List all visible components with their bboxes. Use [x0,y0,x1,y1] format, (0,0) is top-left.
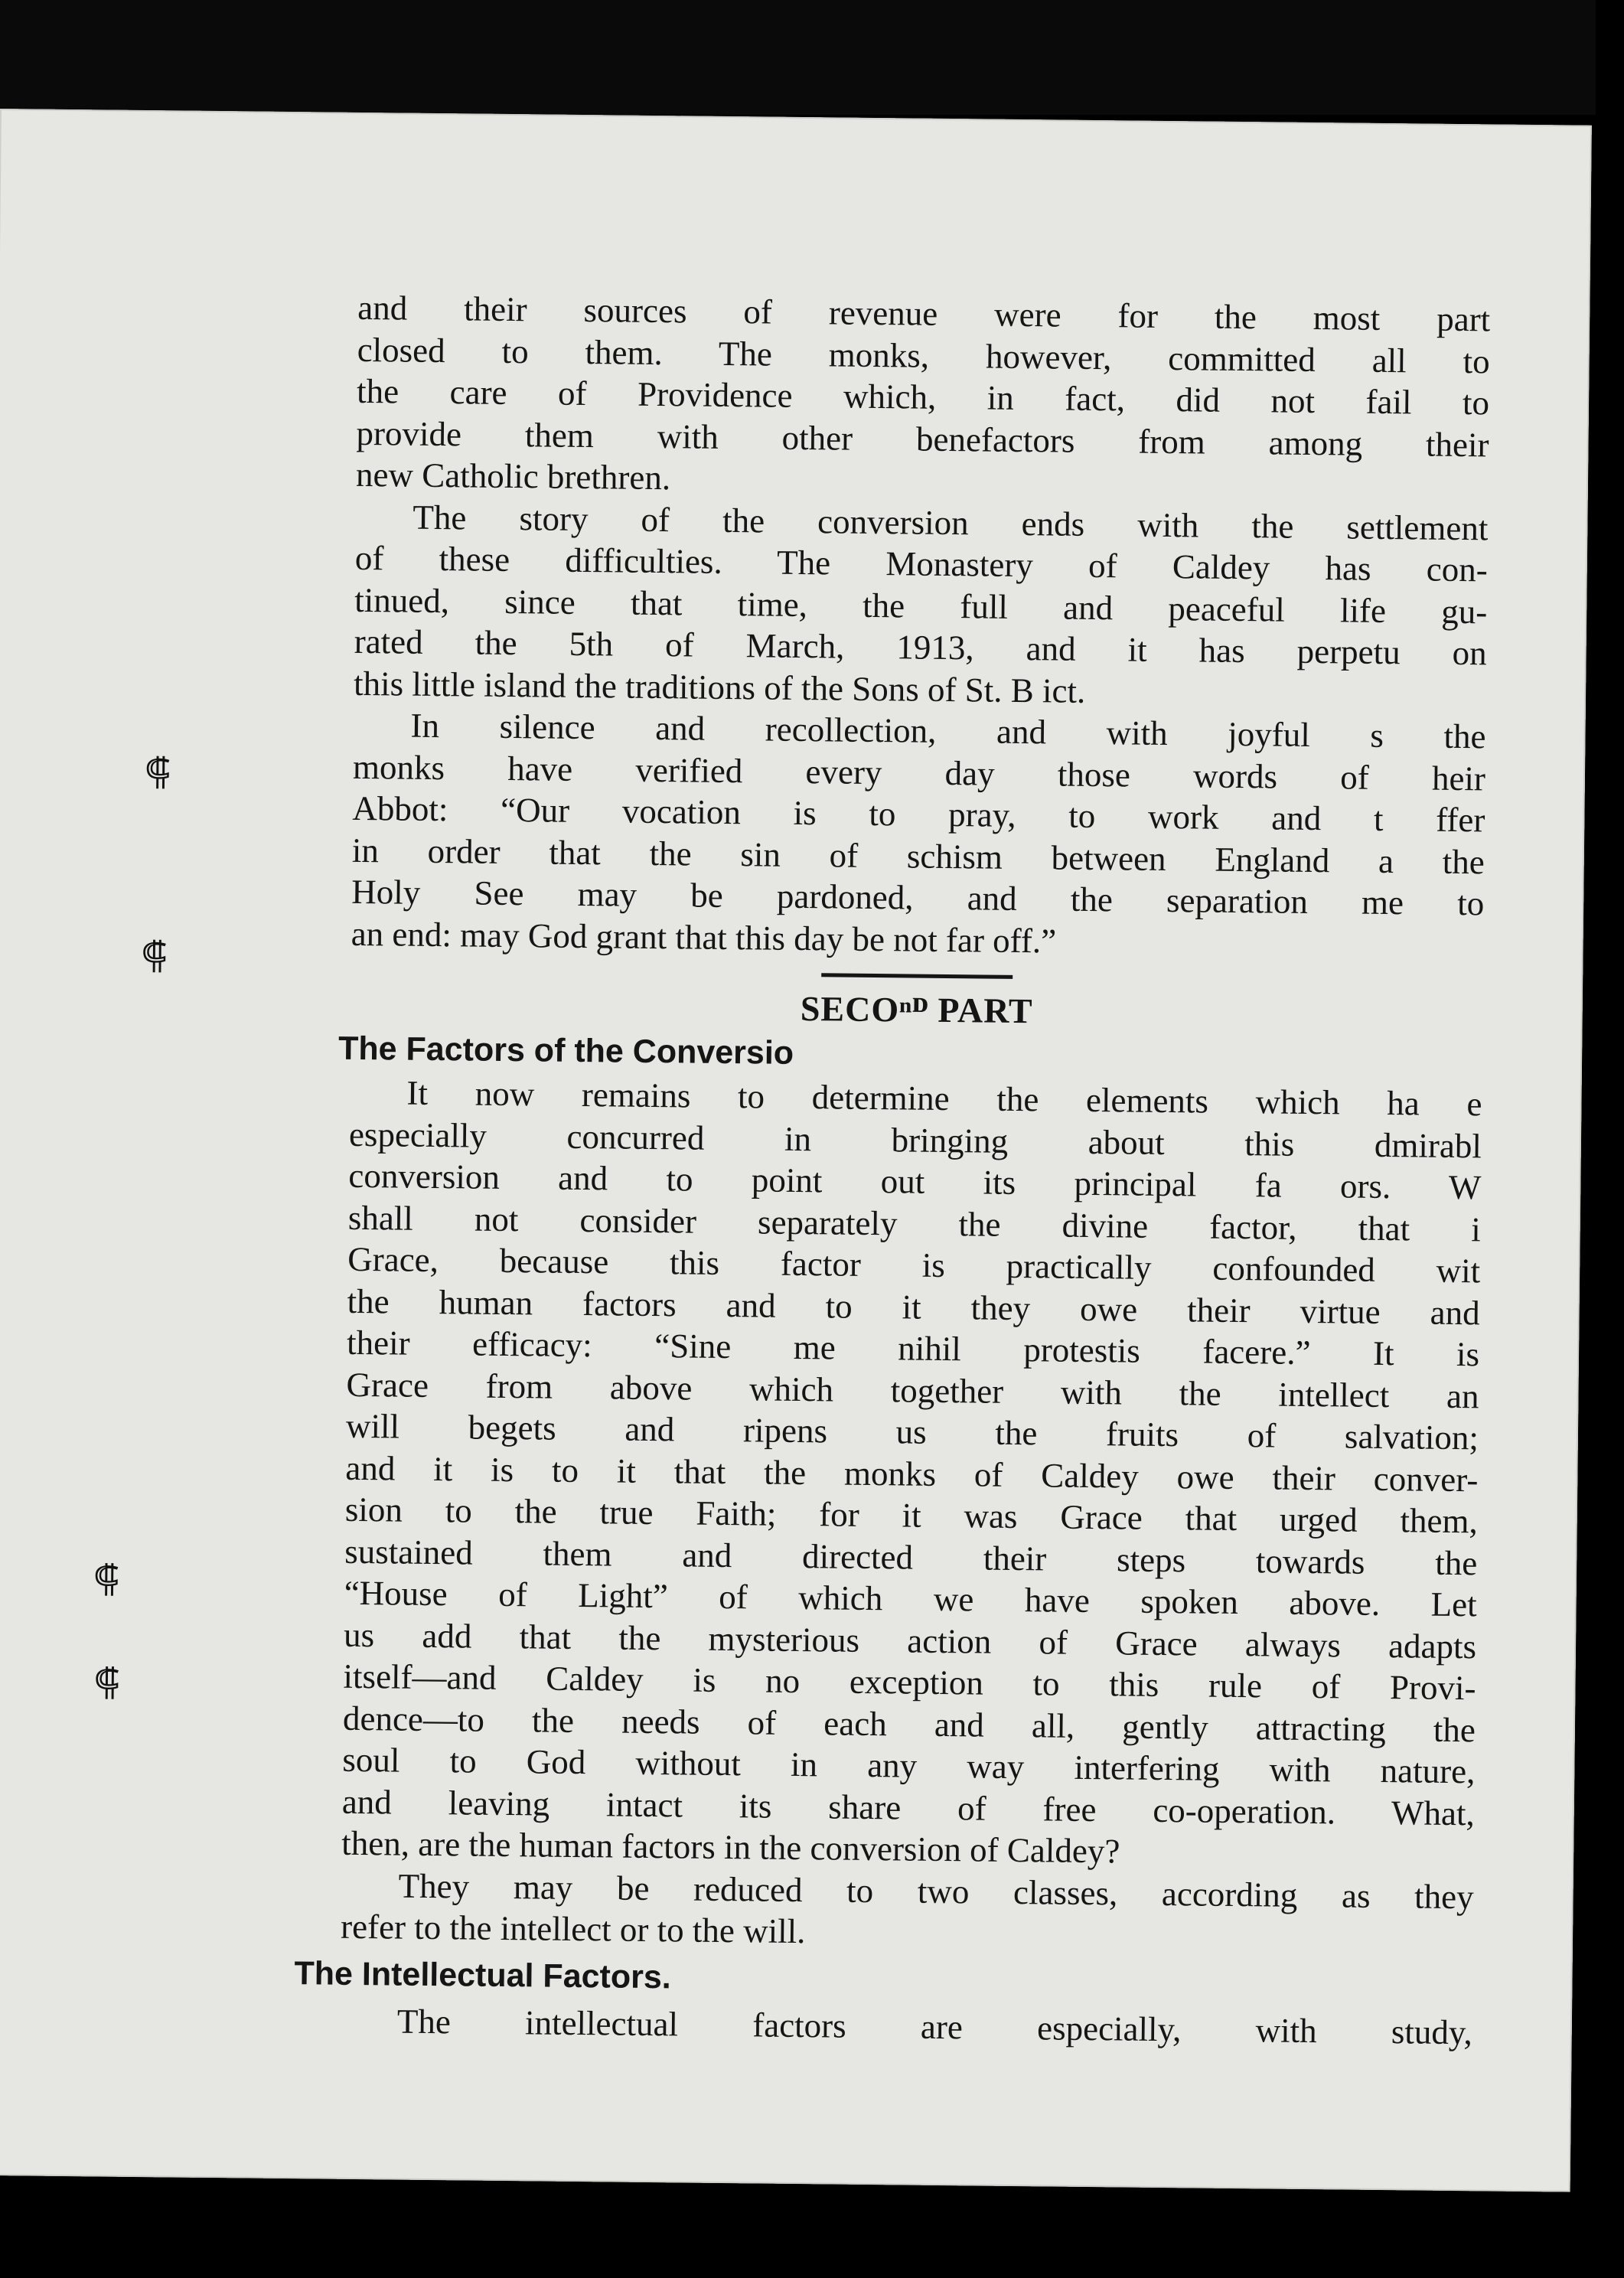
page-body [294,287,1491,2053]
text-line: new Catholic brethren. [355,455,671,498]
text-line: their efficacy: “Sine me nihil protestis facere.” It is [346,1323,1480,1374]
text-line: conversion and to point out its principal fa ors. W [348,1156,1482,1207]
paragraph-revenue [356,287,1491,507]
text-line: itself—and Caldey is no exception to this rule of Provi- [343,1656,1476,1708]
scan-right-border [1596,0,1624,2278]
paragraph-elements [341,1072,1482,1876]
text-line: and it is to it that the monks of Caldey owe their conver- [345,1448,1479,1499]
text-line: tinued, since that time, the full and peaceful life gu- [354,580,1488,631]
text-line: shall not consider separately the divine factor, that i [347,1198,1482,1248]
text-line: will begets and ripens us the fruits of salvation; [345,1406,1479,1457]
text-line: soul to God without in any way interfering with nature, [342,1740,1476,1791]
paragraph-story [354,495,1489,716]
text-line: The intellectual factors are especially, with study, [396,2002,1473,2051]
text-line: us add that the mysterious action of Grace always adapts [343,1615,1477,1666]
heading-factors: The Factors of the Conversio [338,1030,794,1072]
margin-mark-2: ⸿ [141,933,168,977]
section-divider [821,973,1013,979]
text-line: Grace from above which together with the intellect an [346,1365,1479,1415]
margin-mark-4: ⸿ [93,1660,120,1704]
text-line: sion to the true Faith; for it was Grace that urged them, [344,1490,1479,1541]
paragraph-intellectual [340,1999,1472,2053]
text-line: Holy See may be pardoned, and the separation me to [351,872,1485,923]
text-line: Abbot: “Our vocation is to pray, to work and t ffer [352,788,1485,840]
text-line: this little island the traditions of the Sons of St. B ict. [353,664,1086,710]
text-line: It now remains to determine the elements which ha e [406,1073,1482,1124]
text-line: in order that the sin of schism between England a the [351,831,1485,881]
text-line: monks have verified every day those words of heir [352,747,1486,798]
text-line: rated the 5th of March, 1913, and it has perpetu on [354,622,1487,673]
text-line: The story of the conversion ends with the settlement [413,498,1489,547]
part-title: SECOⁿᴰ PART [800,989,1033,1031]
text-line: then, are the human factors in the conversion of Caldey? [341,1823,1120,1871]
text-line: provide them with other benefactors from among their [356,413,1489,464]
heading-intellectual: The Intellectual Factors. [294,1954,671,1996]
text-line: especially concurred in bringing about this dmirabl [348,1115,1482,1165]
paragraph-classes [341,1864,1474,1959]
paragraph-silence [351,704,1485,966]
text-line: “House of Light” of which we have spoken above. Let [344,1573,1477,1624]
text-line: They may be reduced to two classes, according as they [398,1866,1474,1916]
text-line: sustained them and directed their steps towards the [344,1532,1478,1582]
text-line: an end: may God grant that this day be not far off.” [351,914,1057,961]
text-line: Grace, because this factor is practically confounded wit [347,1239,1481,1291]
text-line: refer to the intellect or to the will. [340,1907,806,1951]
text-line: dence—to the needs of each and all, gently attracting the [342,1699,1476,1749]
book-page [0,109,1592,2192]
scan-top-border [0,0,1624,115]
margin-mark-1: ⸿ [144,750,171,794]
text-line: closed to them. The monks, however, committed all to [357,330,1490,380]
text-line: and their sources of revenue were for the most part [357,288,1491,339]
margin-mark-3: ⸿ [93,1557,120,1601]
text-line: In silence and recollection, and with joyful s the [410,706,1486,756]
text-line: of these difficulties. The Monastery of Caldey has con- [354,538,1489,589]
text-line: the human factors and to it they owe their virtue and [347,1281,1480,1332]
text-line: and leaving intact its share of free co-operation. What, [341,1782,1476,1833]
text-line: the care of Providence which, in fact, did not fail to [356,371,1490,423]
